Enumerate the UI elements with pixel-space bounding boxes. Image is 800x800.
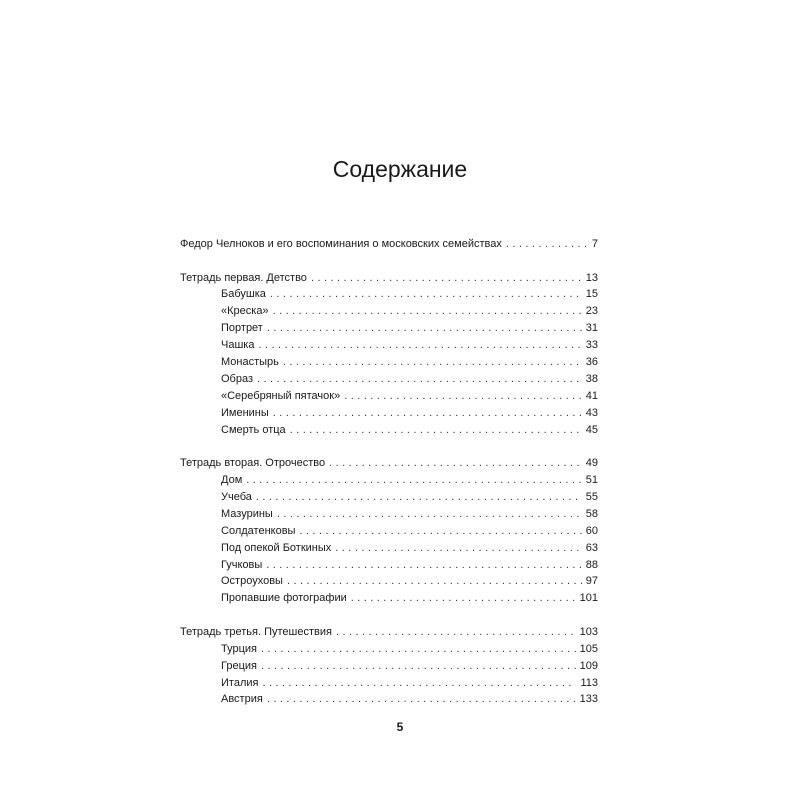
toc-entry-page-number: 109 — [579, 659, 598, 672]
toc-entry-title: Дом — [221, 474, 243, 487]
dot-leader — [266, 557, 581, 574]
toc-entry-page-number: 105 — [579, 642, 598, 655]
page-title: Содержание — [332, 156, 468, 182]
toc-chapter-entry — [180, 337, 598, 354]
toc-chapter-entry — [180, 641, 598, 658]
dot-leader — [283, 354, 582, 371]
toc-chapter-entry — [180, 371, 598, 388]
toc-entry-page-number: 60 — [585, 524, 598, 537]
dot-leader — [336, 624, 576, 641]
toc-entry-page-number: 43 — [585, 406, 598, 419]
toc-entry-title: Турция — [221, 642, 257, 655]
toc-entry-title: Пропавшие фотографии — [221, 592, 347, 605]
toc-entry-title: Образ — [221, 372, 254, 385]
toc-chapter-entry — [180, 472, 598, 489]
toc-entry-page-number: 31 — [585, 322, 598, 335]
toc-part-entry — [180, 624, 598, 641]
toc-entry-title: «Креска» — [221, 305, 269, 318]
toc-entry-page-number: 113 — [580, 676, 598, 689]
toc-entry-title: Италия — [221, 676, 259, 689]
dot-leader — [267, 320, 582, 337]
toc-entry-title: Тетрадь третья. Путешествия — [180, 625, 332, 638]
toc-entry-title: Федор Челноков и его воспоминания о московских семействах — [180, 238, 502, 250]
dot-leader — [287, 573, 582, 590]
toc-chapter-entry — [180, 557, 598, 574]
dot-leader — [257, 371, 582, 388]
dot-leader — [267, 691, 576, 708]
toc-chapter-entry — [180, 422, 598, 439]
toc-chapter-entry — [180, 658, 598, 675]
toc-entry-page-number: 63 — [585, 541, 598, 554]
toc-entry-page-number: 41 — [585, 389, 598, 402]
toc-entry-page-number: 101 — [579, 592, 598, 605]
dot-leader — [273, 303, 582, 320]
dot-leader — [290, 422, 582, 439]
toc-entry-page-number: 51 — [585, 474, 598, 487]
toc-entry-page-number: 38 — [585, 372, 598, 385]
toc-entry-title: Солдатенковы — [221, 524, 296, 537]
toc-part-entry — [180, 270, 598, 287]
toc-chapter-entry — [180, 590, 598, 607]
toc-entry-page-number: 55 — [585, 490, 598, 503]
toc-entry-page-number: 33 — [585, 339, 598, 352]
toc-entry-title: Тетрадь вторая. Отрочество — [180, 457, 326, 470]
toc-entry-page-number: 88 — [585, 558, 598, 571]
toc-entry-page-number: 45 — [585, 423, 598, 436]
toc-chapter-entry — [180, 691, 598, 708]
table-of-contents — [180, 236, 598, 708]
toc-entry-page-number: 133 — [579, 693, 598, 706]
dot-leader — [261, 641, 576, 658]
toc-entry-page-number: 36 — [585, 356, 598, 369]
dot-leader — [299, 523, 581, 540]
toc-chapter-entry — [180, 388, 598, 405]
toc-entry-title: Смерть отца — [221, 423, 286, 436]
dot-leader — [506, 236, 588, 253]
toc-entry-page-number: 58 — [585, 507, 598, 520]
page-number: 5 — [396, 720, 404, 734]
dot-leader — [329, 455, 582, 472]
toc-chapter-entry — [180, 489, 598, 506]
toc-entry-title: Портрет — [221, 322, 263, 335]
toc-chapter-entry — [180, 675, 598, 692]
toc-chapter-entry — [180, 506, 598, 523]
toc-chapter-entry — [180, 286, 598, 303]
toc-part-entry — [180, 455, 598, 472]
toc-chapter-entry — [180, 303, 598, 320]
dot-leader — [256, 489, 582, 506]
dot-leader — [258, 337, 581, 354]
dot-leader — [261, 658, 576, 675]
toc-entry-title: Под опекой Боткиных — [221, 541, 332, 554]
toc-entry-title: Тетрадь первая. Детство — [180, 271, 307, 284]
toc-entry-title: Чашка — [221, 339, 255, 352]
dot-leader — [273, 405, 582, 422]
toc-chapter-entry — [180, 573, 598, 590]
toc-entry-title: «Серебряный пятачок» — [221, 389, 341, 402]
toc-entry-title: Остроуховы — [221, 575, 283, 588]
toc-chapter-entry — [180, 354, 598, 371]
toc-entry-page-number: 49 — [585, 457, 598, 470]
toc-entry-page-number: 13 — [585, 271, 598, 284]
toc-entry-title: Австрия — [221, 693, 263, 706]
toc-entry-title: Бабушка — [221, 288, 266, 301]
toc-part-entry — [180, 236, 598, 253]
toc-chapter-entry — [180, 540, 598, 557]
toc-chapter-entry — [180, 320, 598, 337]
dot-leader — [335, 540, 581, 557]
toc-entry-page-number: 7 — [591, 238, 598, 250]
toc-entry-page-number: 97 — [585, 575, 598, 588]
toc-entry-title: Гучковы — [221, 558, 263, 571]
dot-leader — [246, 472, 581, 489]
toc-chapter-entry — [180, 405, 598, 422]
toc-chapter-entry — [180, 523, 598, 540]
toc-entry-title: Греция — [221, 659, 257, 672]
dot-leader — [277, 506, 582, 523]
toc-entry-title: Монастырь — [221, 356, 279, 369]
dot-leader — [270, 286, 582, 303]
dot-leader — [262, 675, 576, 692]
dot-leader — [311, 270, 582, 287]
toc-entry-page-number: 103 — [579, 625, 598, 638]
toc-entry-page-number: 15 — [585, 288, 598, 301]
toc-entry-title: Мазурины — [221, 507, 273, 520]
toc-entry-page-number: 23 — [585, 305, 598, 318]
toc-entry-title: Учеба — [221, 490, 252, 503]
dot-leader — [351, 590, 576, 607]
dot-leader — [344, 388, 582, 405]
toc-entry-title: Именины — [221, 406, 269, 419]
